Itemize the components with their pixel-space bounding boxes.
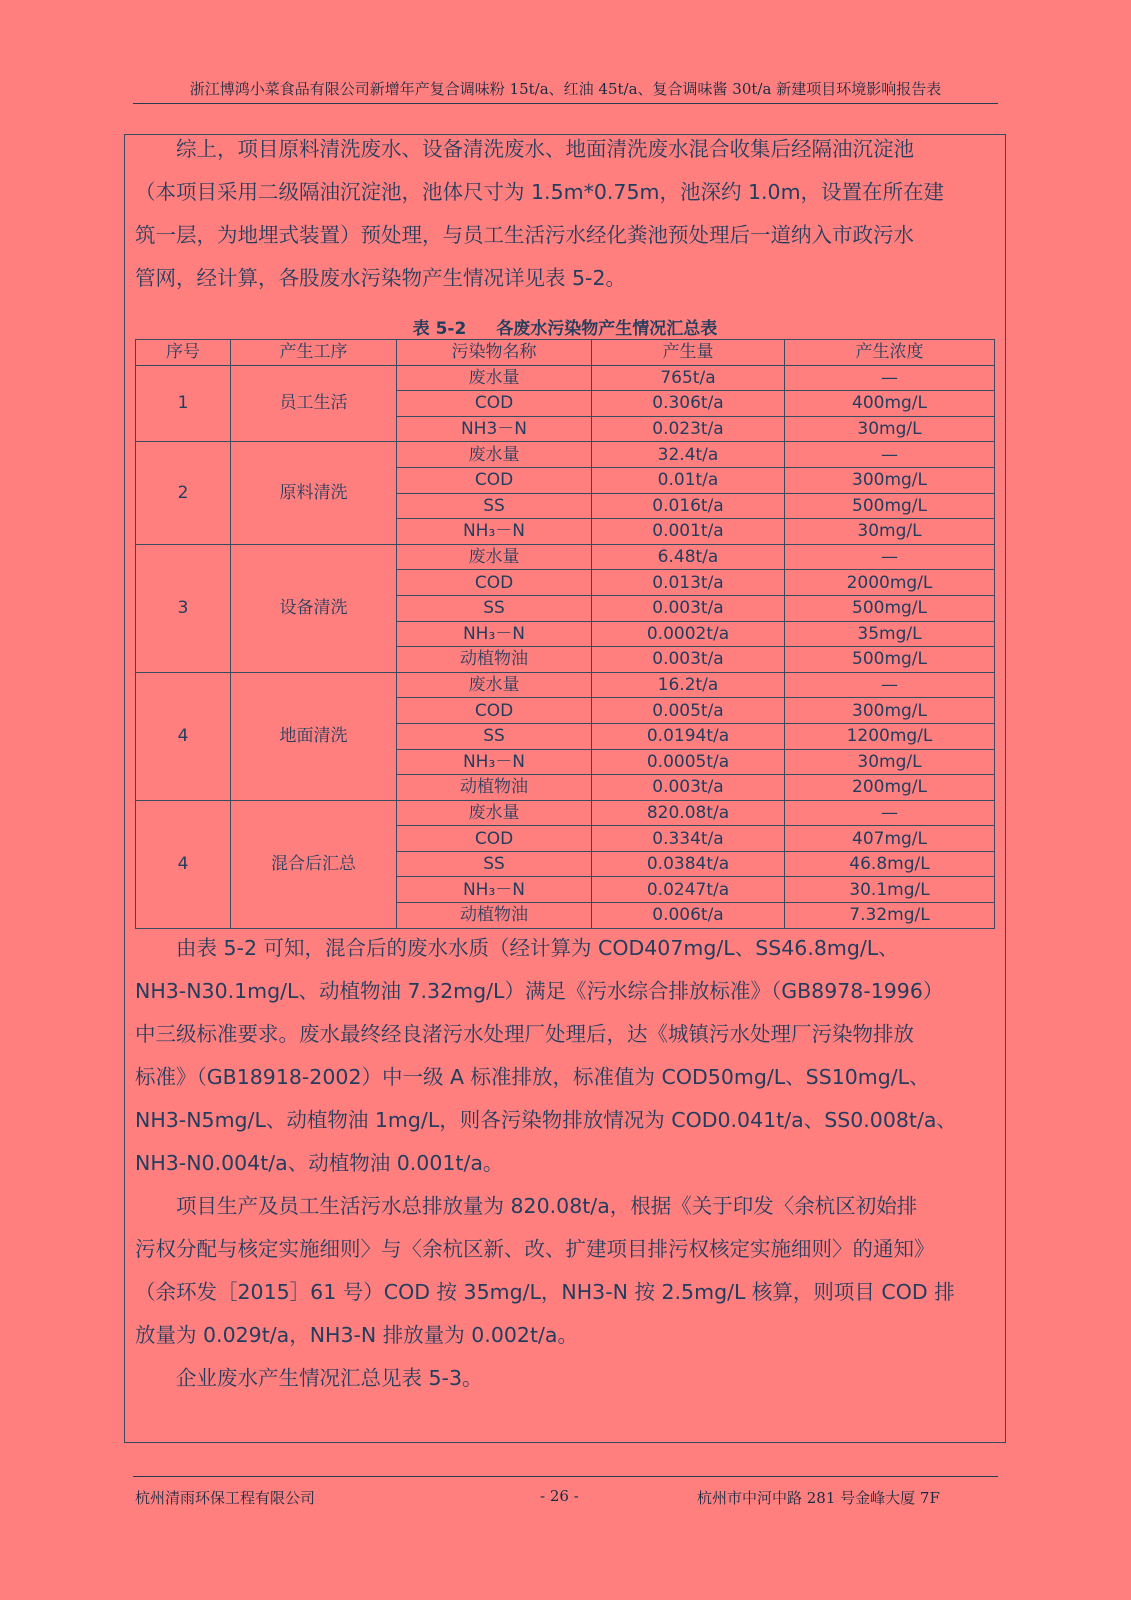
amount-cell: 0.0005t/a — [592, 749, 785, 775]
pollutant-cell: SS — [397, 851, 592, 877]
process-cell: 原料清洗 — [231, 442, 397, 544]
footer-page-number: - 26 - — [540, 1487, 579, 1505]
serial-number-cell: 4 — [136, 672, 231, 800]
concentration-cell: 500mg/L — [785, 647, 995, 673]
concentration-cell: 400mg/L — [785, 391, 995, 417]
concentration-cell: 500mg/L — [785, 595, 995, 621]
footer-address: 杭州市中河中路 281 号金峰大厦 7F — [697, 1489, 940, 1507]
amount-cell: 16.2t/a — [592, 672, 785, 698]
text-line: 筑一层，为地埋式装置）预处理，与员工生活污水经化粪池预处理后一道纳入市政污水 — [135, 223, 914, 247]
pollutant-cell: NH₃－N — [397, 877, 592, 903]
concentration-cell: 7.32mg/L — [785, 903, 995, 929]
serial-number-cell: 3 — [136, 544, 231, 672]
wastewater-pollutant-table — [135, 339, 995, 929]
table-header-row — [136, 340, 995, 366]
page-header: 浙江博鸿小菜食品有限公司新增年产复合调味粉 15t/a、红油 45t/a、复合调味酱 30t/a 新建项目环境影响报告表 — [189, 80, 942, 98]
text-line: 由表 5-2 可知，混合后的废水水质（经计算为 COD407mg/L、SS46.8mg/L、 — [176, 936, 899, 960]
pollutant-cell: 废水量 — [397, 365, 592, 391]
amount-cell: 0.016t/a — [592, 493, 785, 519]
amount-cell: 0.0194t/a — [592, 723, 785, 749]
table-caption — [135, 314, 995, 339]
amount-cell: 0.01t/a — [592, 467, 785, 493]
text-line: 管网，经计算，各股废水污染物产生情况详见表 5-2。 — [135, 266, 626, 290]
pollutant-cell: NH₃－N — [397, 519, 592, 545]
footer-company: 杭州清雨环保工程有限公司 — [135, 1489, 316, 1507]
amount-cell: 765t/a — [592, 365, 785, 391]
concentration-cell: — — [785, 442, 995, 468]
amount-cell: 0.003t/a — [592, 647, 785, 673]
footer-divider — [133, 1476, 998, 1477]
amount-cell: 0.0247t/a — [592, 877, 785, 903]
serial-number-cell: 4 — [136, 800, 231, 928]
concentration-cell: 30mg/L — [785, 519, 995, 545]
pollutant-cell: COD — [397, 826, 592, 852]
amount-cell: 6.48t/a — [592, 544, 785, 570]
process-cell: 混合后汇总 — [231, 800, 397, 928]
paragraph-analysis — [135, 927, 995, 1400]
concentration-cell: 2000mg/L — [785, 570, 995, 596]
concentration-cell: 300mg/L — [785, 467, 995, 493]
concentration-cell: 30mg/L — [785, 749, 995, 775]
pollutant-cell: COD — [397, 698, 592, 724]
amount-cell: 32.4t/a — [592, 442, 785, 468]
concentration-cell: 46.8mg/L — [785, 851, 995, 877]
process-cell: 员工生活 — [231, 365, 397, 442]
concentration-cell: 500mg/L — [785, 493, 995, 519]
amount-cell: 0.0002t/a — [592, 621, 785, 647]
amount-cell: 0.003t/a — [592, 595, 785, 621]
concentration-cell: 200mg/L — [785, 775, 995, 801]
concentration-cell: — — [785, 672, 995, 698]
header-cell: 产生工序 — [231, 340, 397, 366]
amount-cell: 0.0384t/a — [592, 851, 785, 877]
pollutant-cell: 废水量 — [397, 544, 592, 570]
process-cell: 设备清洗 — [231, 544, 397, 672]
pollutant-cell: SS — [397, 723, 592, 749]
text-line: NH3-N0.004t/a、动植物油 0.001t/a。 — [135, 1151, 504, 1175]
pollutant-cell: COD — [397, 391, 592, 417]
header-divider — [133, 103, 998, 104]
amount-cell: 0.023t/a — [592, 416, 785, 442]
pollutant-cell: COD — [397, 570, 592, 596]
pollutant-cell: NH3－N — [397, 416, 592, 442]
serial-number-cell: 2 — [136, 442, 231, 544]
text-line: 企业废水产生情况汇总见表 5-3。 — [176, 1366, 483, 1390]
text-line: NH3-N30.1mg/L、动植物油 7.32mg/L）满足《污水综合排放标准》（GB8978-1996） — [135, 979, 944, 1003]
pollutant-cell: COD — [397, 467, 592, 493]
concentration-cell: 300mg/L — [785, 698, 995, 724]
concentration-cell: 1200mg/L — [785, 723, 995, 749]
amount-cell: 0.306t/a — [592, 391, 785, 417]
table-title: 各废水污染物产生情况汇总表 — [496, 319, 718, 339]
text-line: 综上，项目原料清洗废水、设备清洗废水、地面清洗废水混合收集后经隔油沉淀池 — [176, 137, 914, 161]
text-line: （余环发［2015］61 号）COD 按 35mg/L，NH3-N 按 2.5mg/L 核算，则项目 COD 排 — [135, 1280, 955, 1304]
pollutant-cell: 动植物油 — [397, 775, 592, 801]
amount-cell: 0.005t/a — [592, 698, 785, 724]
concentration-cell: 30mg/L — [785, 416, 995, 442]
concentration-cell: 407mg/L — [785, 826, 995, 852]
table-row — [136, 672, 995, 698]
concentration-cell: 35mg/L — [785, 621, 995, 647]
amount-cell: 0.006t/a — [592, 903, 785, 929]
pollutant-cell: 动植物油 — [397, 647, 592, 673]
header-cell: 序号 — [136, 340, 231, 366]
amount-cell: 820.08t/a — [592, 800, 785, 826]
text-line: 项目生产及员工生活污水总排放量为 820.08t/a，根据《关于印发〈余杭区初始排 — [176, 1194, 918, 1218]
paragraph-summary — [135, 128, 995, 300]
concentration-cell: — — [785, 800, 995, 826]
pollutant-cell: SS — [397, 493, 592, 519]
text-line: 中三级标准要求。废水最终经良渚污水处理厂处理后，达《城镇污水处理厂污染物排放 — [135, 1022, 914, 1046]
amount-cell: 0.334t/a — [592, 826, 785, 852]
pollutant-cell: 废水量 — [397, 442, 592, 468]
pollutant-cell: SS — [397, 595, 592, 621]
concentration-cell: 30.1mg/L — [785, 877, 995, 903]
header-cell: 产生浓度 — [785, 340, 995, 366]
text-line: NH3-N5mg/L、动植物油 1mg/L，则各污染物排放情况为 COD0.041t/a、SS0.008t/a、 — [135, 1108, 957, 1132]
pollutant-cell: 废水量 — [397, 672, 592, 698]
pollutant-cell: 动植物油 — [397, 903, 592, 929]
table-row — [136, 365, 995, 391]
text-line: 污权分配与核定实施细则〉与〈余杭区新、改、扩建项目排污权核定实施细则〉的通知》 — [135, 1237, 935, 1261]
text-line: 标准》（GB18918-2002）中一级 A 标准排放，标准值为 COD50mg/L、SS10mg/L、 — [135, 1065, 930, 1089]
amount-cell: 0.001t/a — [592, 519, 785, 545]
table-row — [136, 442, 995, 468]
table-row — [136, 544, 995, 570]
amount-cell: 0.013t/a — [592, 570, 785, 596]
process-cell: 地面清洗 — [231, 672, 397, 800]
pollutant-cell: NH₃－N — [397, 621, 592, 647]
serial-number-cell: 1 — [136, 365, 231, 442]
header-cell: 污染物名称 — [397, 340, 592, 366]
concentration-cell: — — [785, 365, 995, 391]
concentration-cell: — — [785, 544, 995, 570]
header-cell: 产生量 — [592, 340, 785, 366]
pollutant-cell: 废水量 — [397, 800, 592, 826]
table-number: 表 5-2 — [412, 319, 467, 339]
pollutant-cell: NH₃－N — [397, 749, 592, 775]
table-row — [136, 800, 995, 826]
text-line: 放量为 0.029t/a，NH3-N 排放量为 0.002t/a。 — [135, 1323, 578, 1347]
amount-cell: 0.003t/a — [592, 775, 785, 801]
text-line: （本项目采用二级隔油沉淀池，池体尺寸为 1.5m*0.75m，池深约 1.0m，设置在所在建 — [135, 180, 945, 204]
